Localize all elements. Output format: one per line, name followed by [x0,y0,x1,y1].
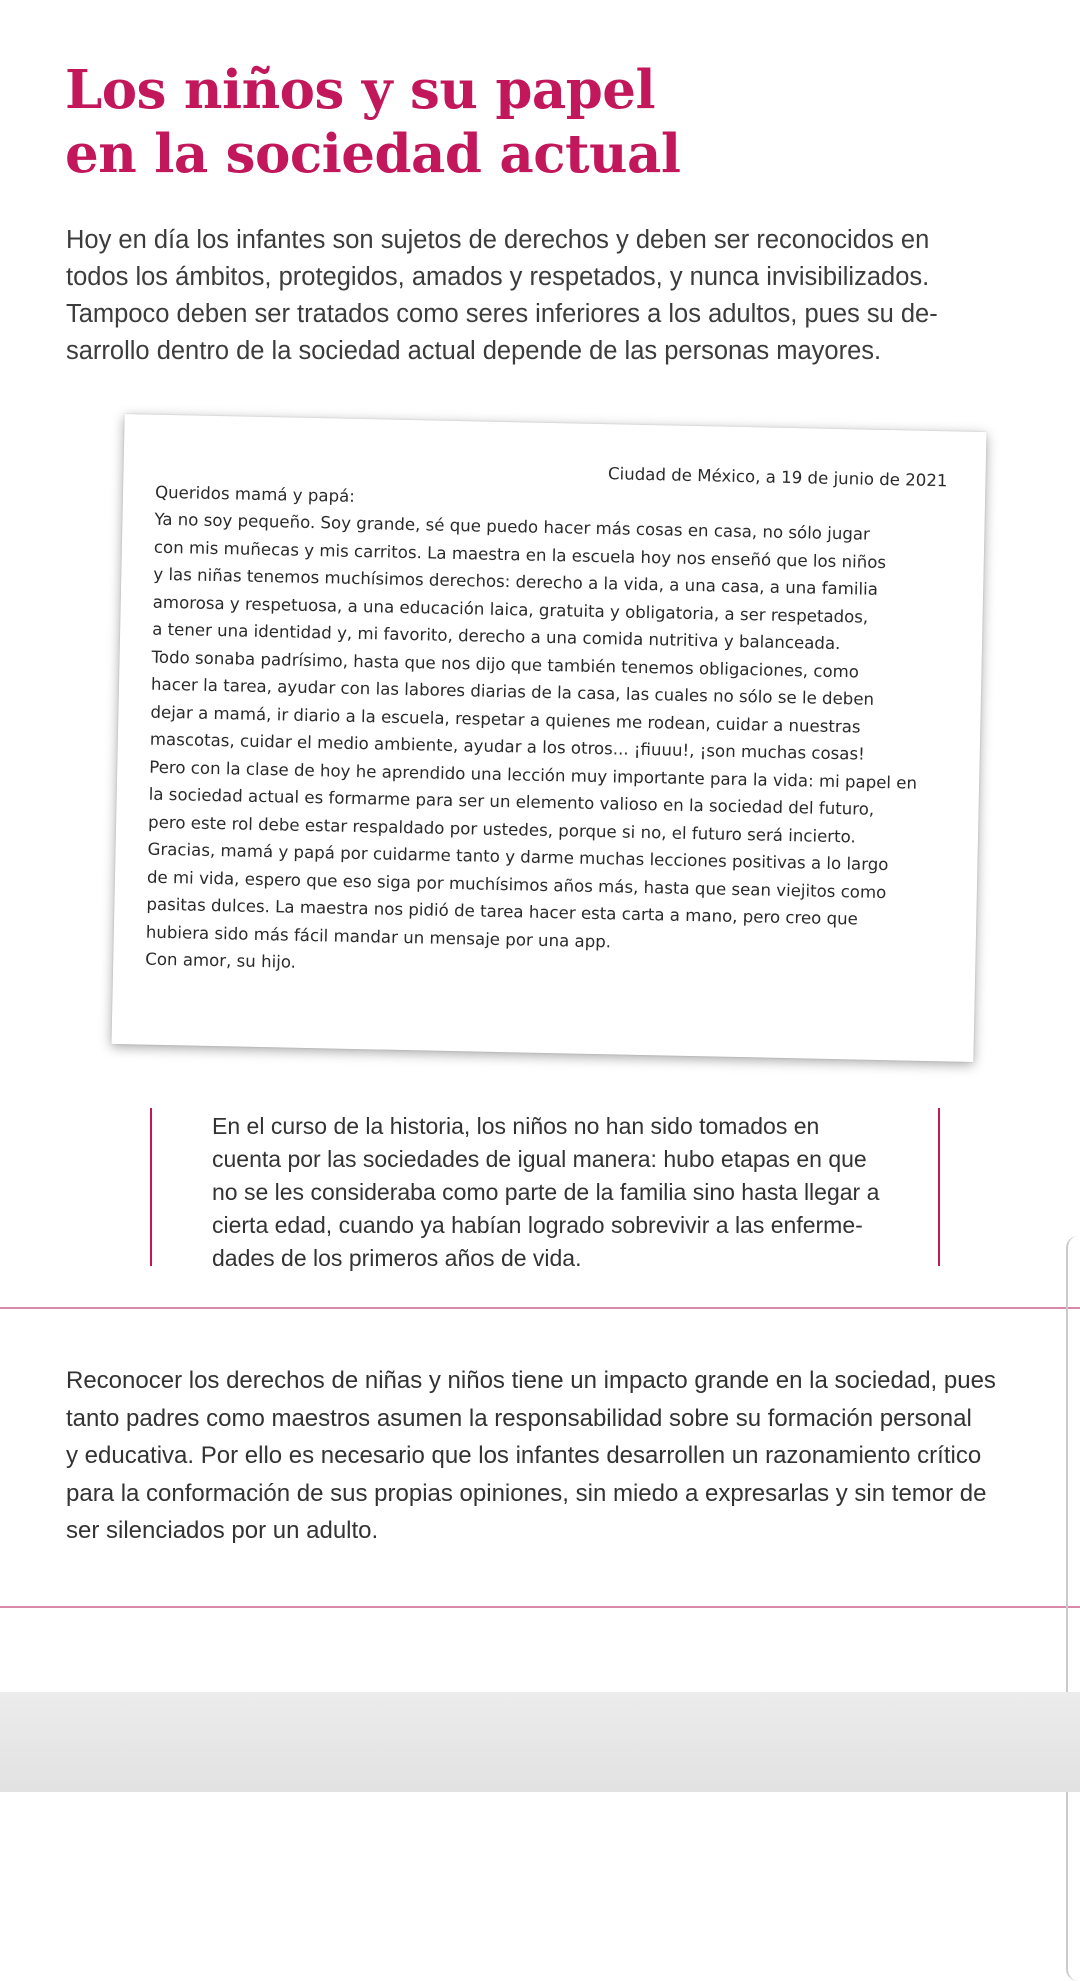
letter-signature: Con amor, su hijo. [145,949,297,972]
letter-line: pero este rol debe estar respaldado por ustedes, porque si no, el futuro será incierto. [147,812,856,846]
letter-greeting: Queridos mamá y papá: [154,482,356,506]
intro-line: todos los ámbitos, protegidos, amados y respetados, y nunca invisibilizados. [66,263,930,291]
closing-line: y educativa. Por ello es necesario que los infantes desarrollen un razonamiento crítico [66,1442,982,1469]
letter-line: la sociedad actual es formarme para ser un elemento valioso en la sociedad del futuro, [148,784,875,819]
letter-line: Pero con la clase de hoy he aprendido una lección muy importante para la vida: mi papel en [149,757,918,793]
quote-line: En el curso de la historia, los niños no han sido tomados en [212,1113,820,1139]
closing-line: tanto padres como maestros asumen la responsabilidad sobre su formación personal [66,1404,972,1432]
quote-left-rule [150,1108,152,1266]
letter-line: de mi vida, espero que eso siga por muchísimos años más, hasta que sean viejitos como [146,867,887,902]
letter-line: con mis muñecas y mis carritos. La maestra en la escuela hoy nos enseñó que los niños [153,537,887,572]
quote-line: cuenta por las sociedades de igual manera: hubo etapas en que [212,1146,867,1172]
letter-line: mascotas, cuidar el medio ambiente, ayudar a los otros... ¡fiuuu!, ¡son muchas cosas! [149,729,865,764]
page-scroll-edge[interactable] [1066,1236,1080,1981]
letter-line: hacer la tarea, ayudar con las labores diarias de la casa, las cuales no sólo se le deben [150,674,875,709]
closing-line: Reconocer los derechos de niñas y niños tiene un impacto grande en la sociedad, pues [66,1367,996,1394]
letter-line: y las niñas tenemos muchísimos derechos: derecho a la vida, a una casa, a una familia [153,564,879,599]
letter-line: pasitas dulces. La maestra nos pidió de tarea hacer esta carta a mano, pero creo que [146,894,859,929]
letter-line: amorosa y respetuosa, a una educación laica, gratuita y obligatoria, a ser respetados, [152,592,869,627]
quote-right-rule [938,1108,940,1266]
letter-body [145,451,958,990]
letter-line: Ya no soy pequeño. Soy grande, sé que puedo hacer más cosas en casa, no sólo jugar [154,509,871,544]
intro-line: Tampoco deben ser tratados como seres inferiores a los adultos, pues su de- [66,300,938,328]
page-title [65,58,680,186]
letter-line: dejar a mamá, ir diario a la escuela, respetar a quienes me rodean, cuidar a nuestras [150,702,861,737]
letter-line: Todo sonaba padrísimo, hasta que nos dijo que también tenemos obligaciones, como [151,647,860,681]
intro-line: Hoy en día los infantes son sujetos de derechos y deben ser reconocidos en [66,226,930,254]
closing-line: para la conformación de sus propias opiniones, sin miedo a expresarlas y sin temor de [66,1479,987,1507]
section-divider [0,1606,1080,1608]
closing-line: ser silenciados por un adulto. [66,1517,379,1544]
title-line: en la sociedad actual [65,123,681,185]
closing-paragraph [66,1362,1056,1550]
intro-line: sarrollo dentro de la sociedad actual depende de las personas mayores. [66,337,882,365]
quote-line: dades de los primeros años de vida. [212,1245,582,1271]
quote-text [212,1110,912,1275]
letter-line: hubiera sido más fácil mandar un mensaje por una app. [145,922,612,951]
highlighted-quote [150,1108,940,1271]
letter-line: a tener una identidad y, mi favorito, derecho a una comida nutritiva y balanceada. [151,619,841,654]
handwritten-letter-card [111,414,986,1062]
footer-background [0,1692,1080,1792]
section-divider [0,1307,1080,1309]
intro-paragraph [66,222,951,370]
quote-line: cierta edad, cuando ya habían logrado sobrevivir a las enferme- [212,1212,863,1238]
letter-date: Ciudad de México, a 19 de junio de 2021 [607,464,948,491]
letter-line: Gracias, mamá y papá por cuidarme tanto y darme muchas lecciones positivas a lo largo [147,839,889,875]
quote-line: no se les consideraba como parte de la familia sino hasta llegar a [212,1179,880,1205]
title-line: Los niños y su papel [65,59,656,121]
